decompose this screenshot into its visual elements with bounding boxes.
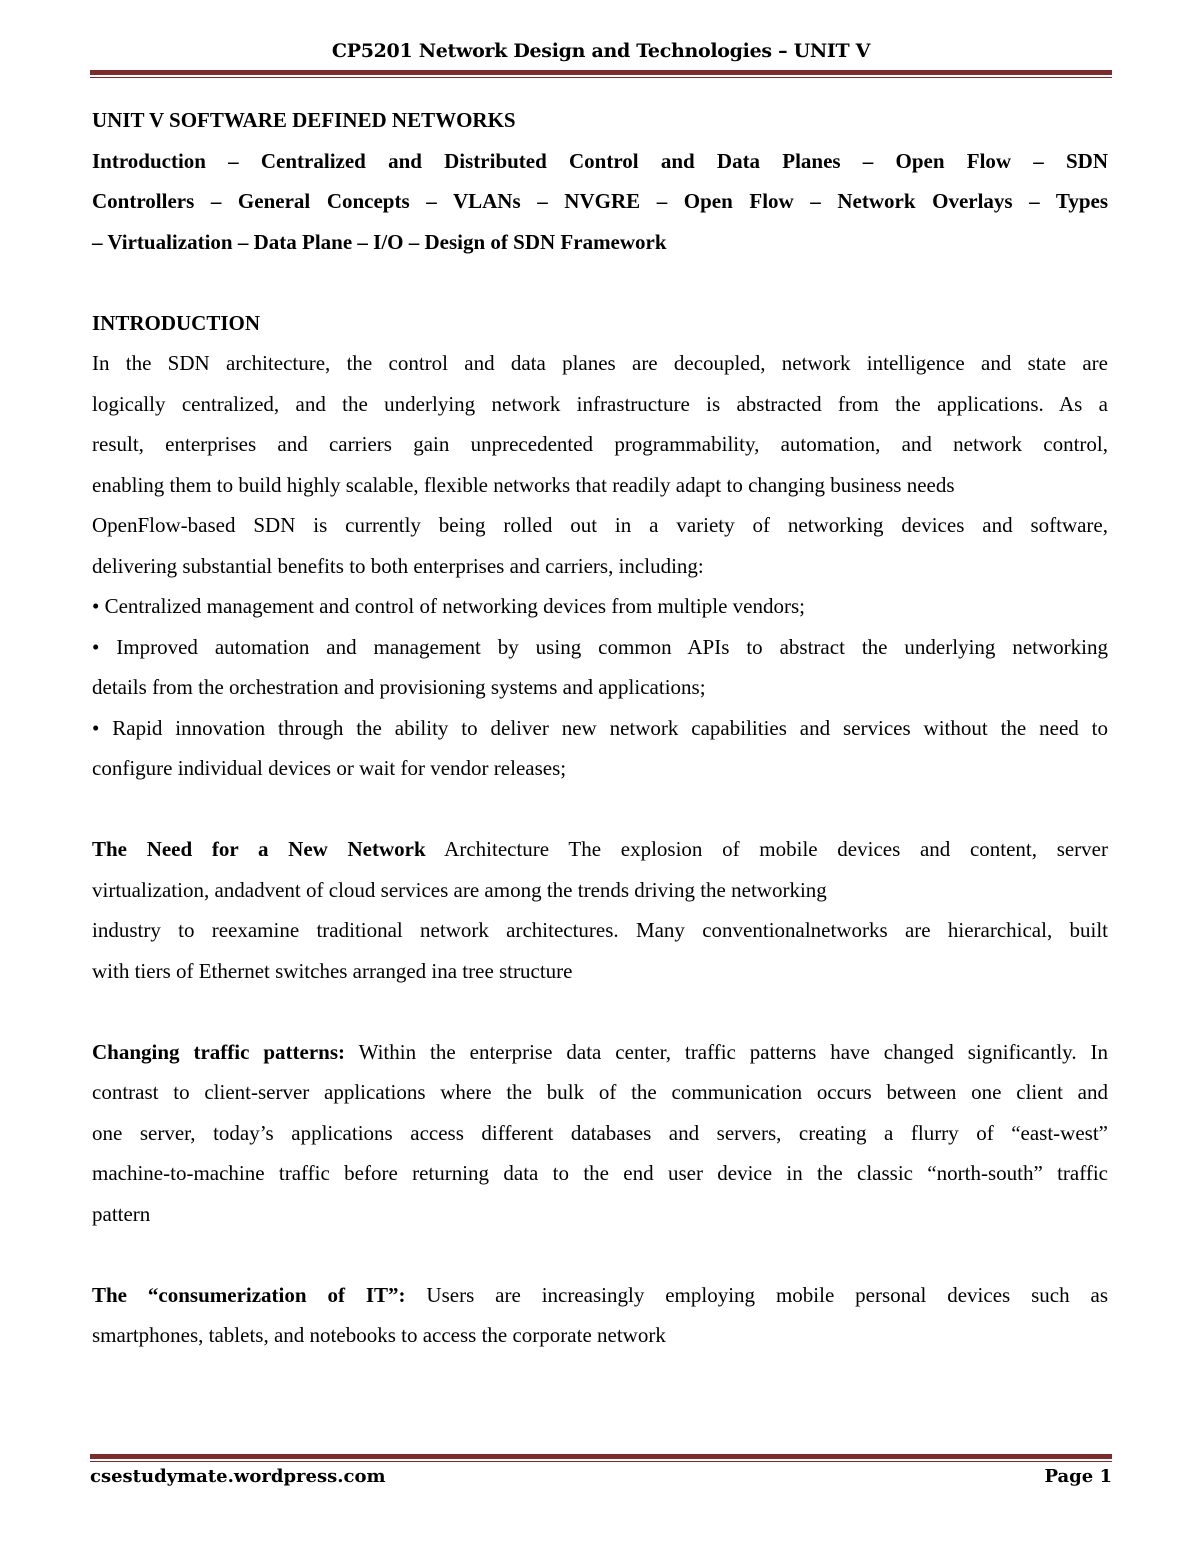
paragraph-line: result, enterprises and carriers gain unprecedented programmability, automation, and network control, [92,432,1108,456]
paragraph-line: one server, today’s applications access different databases and servers, creating a flurry of “east-west” [92,1120,1108,1145]
paragraph-line: contrast to client-server applications where the bulk of the communication occurs between one client and [92,1080,1108,1104]
page-footer [90,1466,1112,1487]
traffic-paragraph-first-line [92,1032,1108,1073]
bullet-item: • Centralized management and control of networking devices from multiple vendors; [92,594,805,618]
consumerization-paragraph-first-line [92,1275,1108,1316]
footer-rule [90,1454,1112,1462]
document-body [92,100,1108,1356]
header-rule [90,70,1112,78]
need-paragraph-first-line [92,829,1108,870]
traffic-heading: Changing traffic patterns: [92,1039,346,1064]
paragraph-line: with tiers of Ethernet switches arranged ina tree structure [92,958,573,983]
page-header-title: CP5201 Network Design and Technologies – UNIT V [331,40,871,62]
paragraph-line: logically centralized, and the underlying network infrastructure is abstracted from the applications. As a [92,391,1108,416]
syllabus-line: Controllers – General Concepts – VLANs – NVGRE – Open Flow – Network Overlays – Types [92,189,1108,213]
traffic-line-rest: Within the enterprise data center, traffic patterns have changed significantly. In [345,1039,1108,1064]
page-number: Page 1 [1044,1466,1112,1487]
syllabus-line: – Virtualization – Data Plane – I/O – Design of SDN Framework [92,229,667,254]
paragraph-line: industry to reexamine traditional network architectures. Many conventionalnetworks are hierarchical, built [92,918,1108,942]
bullet-item-continuation: details from the orchestration and provisioning systems and applications; [92,675,706,699]
need-line-rest: Architecture The explosion of mobile devices and content, server [425,837,1108,861]
bullet-item-continuation: configure individual devices or wait for vendor releases; [92,756,567,780]
need-heading: The Need for a New Network [92,837,426,861]
consumerization-line-rest: Users are increasingly employing mobile personal devices such as [405,1282,1108,1307]
consumerization-heading: The “consumerization of IT”: [92,1282,406,1307]
paragraph-line: enabling them to build highly scalable, flexible networks that readily adapt to changing business needs [92,472,955,497]
paragraph-line: delivering substantial benefits to both enterprises and carriers, including: [92,553,704,578]
paragraph-line: pattern [92,1201,151,1226]
bullet-item: • Rapid innovation through the ability to deliver new network capabilities and services without the need to [92,715,1108,740]
paragraph-line: In the SDN architecture, the control and data planes are decoupled, network intelligence and state are [92,351,1108,375]
paragraph-line: machine-to-machine traffic before returning data to the end user device in the classic “north-south” traffic [92,1161,1108,1185]
footer-site: csestudymate.wordpress.com [90,1466,386,1487]
syllabus-line: Introduction – Centralized and Distributed Control and Data Planes – Open Flow – SDN [92,148,1108,173]
paragraph-line: virtualization, andadvent of cloud services are among the trends driving the networking [92,877,827,902]
introduction-heading: INTRODUCTION [92,310,261,335]
unit-title: UNIT V SOFTWARE DEFINED NETWORKS [92,108,516,132]
bullet-item: • Improved automation and management by using common APIs to abstract the underlying networking [92,634,1108,659]
paragraph-line: OpenFlow-based SDN is currently being rolled out in a variety of networking devices and software, [92,513,1108,537]
paragraph-line: smartphones, tablets, and notebooks to access the corporate network [92,1323,666,1347]
